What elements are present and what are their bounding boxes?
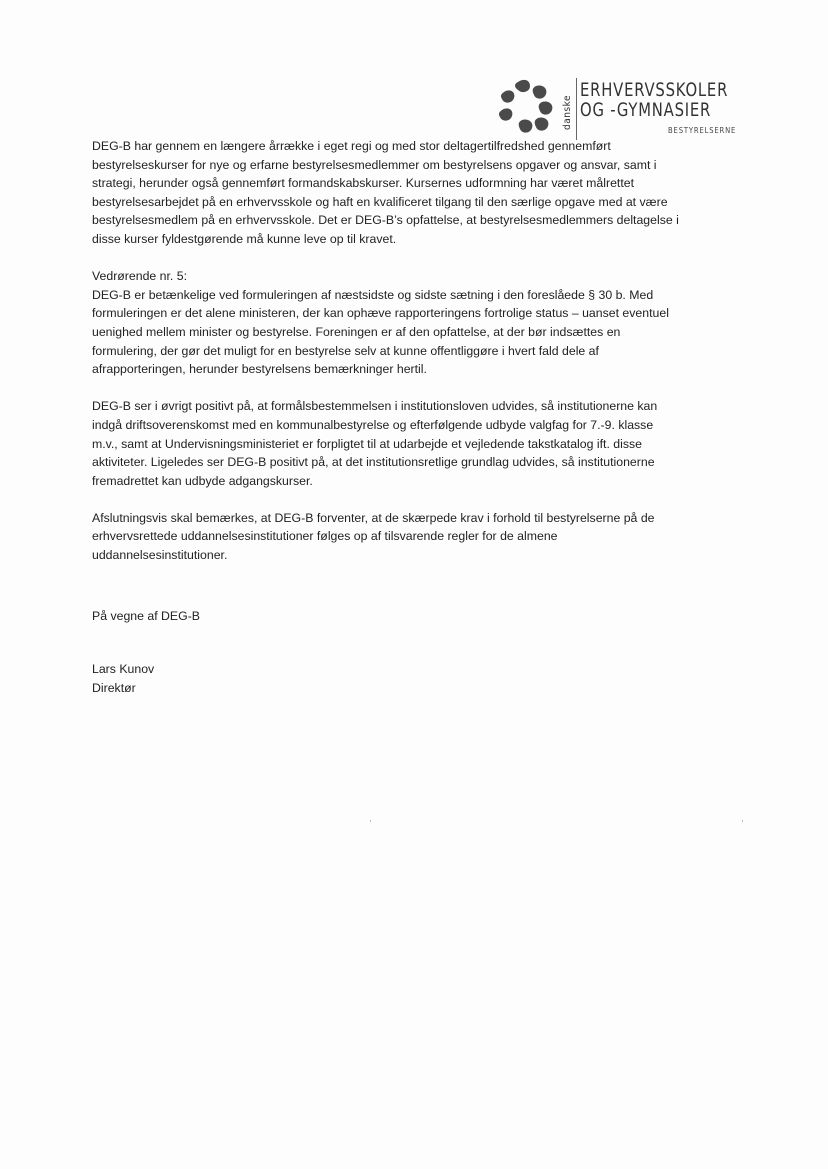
letter-body (92, 137, 742, 583)
signature-on-behalf: På vegne af DEG-B (92, 609, 200, 623)
paragraph-courses: DEG-B har gennem en længere årrække i eget regi og med stor deltagertilfredshed gennemført bestyrelseskurser for nye og erfarne bestyrelsesmedlemmer om bestyrelsens opgaver og ansvar, samt i strategi, herunder også gennemført formandskabskurser. Kursernes udformning har været målrettet bestyrelsesarbejdet på en erhvervsskole og haft en kvalificeret tilgang til den særlige opgave med at være bestyrelsesmedlem på en erhvervsskole. Det er DEG-B’s opfattelse, at bestyrelsesmedlemmers deltagelse i disse kurser fyldestgørende må kunne leve op til kravet. (92, 139, 679, 246)
logo-line-2: OG -GYMNASIER (580, 99, 712, 121)
logo-line-1: ERHVERVSSKOLER (580, 79, 729, 101)
paragraph-closing: Afslutningsvis skal bemærkes, at DEG-B forventer, at de skærpede krav i forhold til bestyrelserne på de erhvervsrettede uddannelsesinstitutioner følges op af tilsvarende regler for de almene uddannelsesinstitutioner. (92, 510, 655, 563)
signature-name: Lars Kunov (92, 662, 155, 676)
scan-artifact (742, 820, 743, 822)
logo (496, 76, 746, 140)
section-heading-nr5: Vedrørende nr. 5: (92, 269, 188, 284)
paragraph-nr5: DEG-B er betænkelige ved formuleringen af næstsidste og sidste sætning i den foreslåede § 30 b. Med formuleringen er det alene ministeren, der kan ophæve rapporteringens fortrolige status – uanset eventuel uenighed mellem minister og bestyrelse. Foreningen er af den opfattelse, at der bør indsættes en formulering, der gør det muligt for en bestyrelse selv at kunne offentliggøre i hvert fald dele af afrapporteringen, herunder bestyrelsens bemærkninger hertil. (92, 287, 669, 377)
scan-artifact (370, 820, 371, 822)
logo-small-word: danske (562, 94, 573, 130)
logo-divider (576, 78, 577, 140)
logo-subtitle: BESTYRELSERNE (667, 126, 736, 135)
paragraph-positive: DEG-B ser i øvrigt positivt på, at formålsbestemmelsen i institutionsloven udvides, så institutionerne kan indgå driftsoverenskomst med en kommunalbestyrelse og efterfølgende udbyde valgfag for 7.-9. klasse m.v., samt at Undervisningsministeriet er forpligtet til at udarbejde et vejledende takstkatalog ift. disse aktiviteter. Ligeledes ser DEG-B positivt på, at det institutionsretlige grundlag udvides, så institutionerne fremadrettet kan udbyde adgangskurser. (92, 399, 658, 488)
logo-mark-icon (496, 76, 560, 140)
signature-title: Direktør (92, 681, 136, 695)
